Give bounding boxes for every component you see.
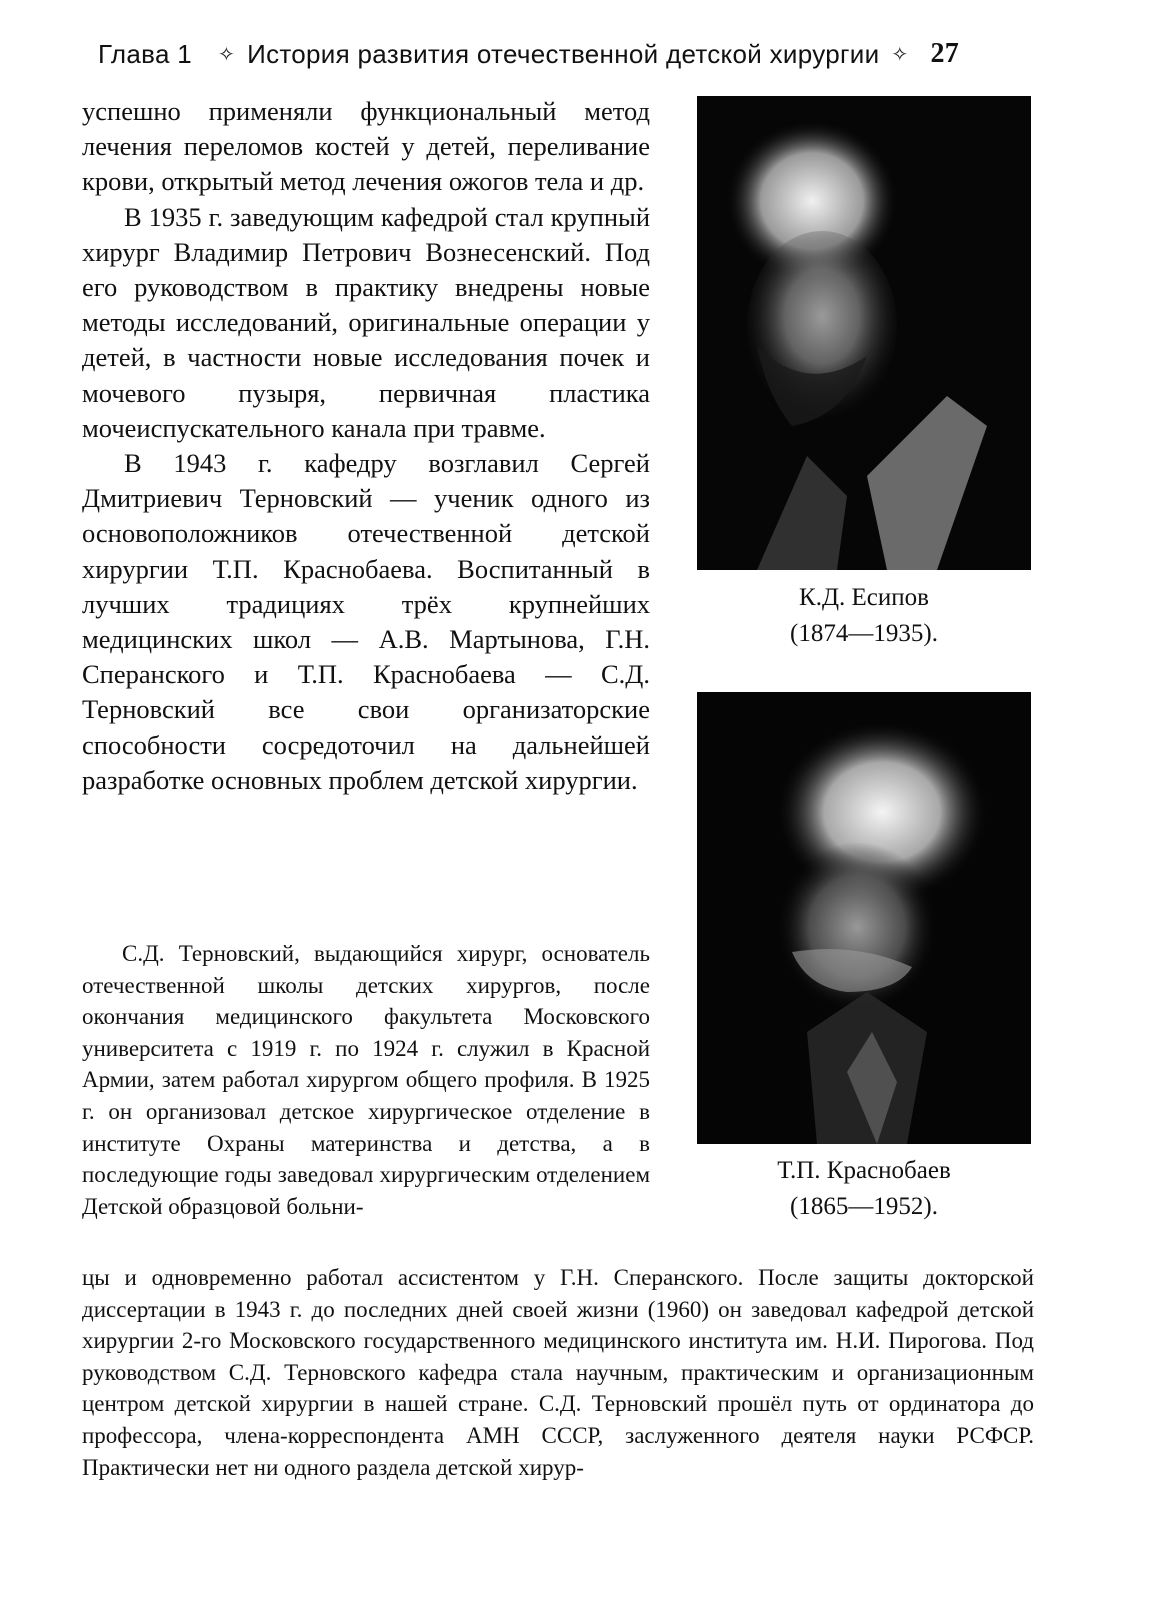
chapter-title: История развития отечественной детской хирургии — [247, 38, 880, 69]
caption-krasnobaev — [697, 1153, 1031, 1225]
biography-column — [82, 938, 650, 1222]
main-text-column — [82, 94, 650, 798]
paragraph-biography-start: С.Д. Терновский, выдающийся хирург, основатель отечественной школы детских хирургов, после окончания медицинского факультета Московского университета с 1919 г. по 1924 г. служил в Красной Армии, затем работал хирургом общего профиля. В 1925 г. он организовал детское хирургическое отделение в институте Охраны материнства и детства, а в последующие годы заведовал хирургическим отделением Детской образцовой больни- — [82, 941, 650, 1219]
paragraph-ternovsky: В 1943 г. кафедру возглавил Сергей Дмитриевич Терновский — ученик одного из основоположников отечественной детской хирургии Т.П. Краснобаева. Воспитанный в лучших традициях трёх крупнейших медицинских школ — А.В. Мартынова, Г.Н. Сперанского и Т.П. Краснобаева — С.Д. Терновский все свои организаторские способности сосредоточил на дальнейшей разработке основных проблем детской хирургии. — [82, 448, 650, 795]
page-number: 27 — [930, 38, 960, 69]
caption-name: Т.П. Краснобаев — [777, 1157, 951, 1184]
caption-name: К.Д. Есипов — [799, 584, 929, 611]
portrait-esipov-image — [697, 96, 1031, 570]
caption-years: (1865—1952). — [790, 1193, 938, 1220]
diamond-separator-icon: ✧ — [218, 43, 236, 66]
paragraph-voznesensky: В 1935 г. заведующим кафедрой стал крупный хирург Владимир Петрович Вознесенский. Под его руководством в практику внедрены новые методы исследований, оригинальные операции у детей, в частности новые исследования почек и мочевого пузыря, первичная пластика мочеиспускательного канала при травме. — [82, 201, 650, 443]
portrait-krasnobaev-image — [697, 692, 1031, 1144]
caption-years: (1874—1935). — [790, 620, 938, 647]
portrait-krasnobaev — [697, 692, 1031, 1144]
chapter-label: Глава 1 — [98, 38, 193, 69]
caption-esipov — [697, 580, 1031, 652]
paragraph-continuation: успешно применяли функциональный метод лечения переломов костей у детей, переливание крови, открытый метод лечения ожогов тела и др. — [82, 96, 650, 197]
biography-full-width — [82, 1262, 1034, 1483]
portrait-esipov — [697, 96, 1031, 570]
running-header — [98, 36, 1046, 72]
diamond-separator-icon: ✧ — [891, 43, 909, 66]
paragraph-biography-end: цы и одновременно работал ассистентом у Г.Н. Сперанского. После защиты докторской диссертации в 1943 г. до последних дней своей жизни (1960) он заведовал кафедрой детской хирургии 2-го Московского государственного медицинского института им. Н.И. Пирогова. Под руководством С.Д. Терновского кафедра стала научным, практическим и организационным центром детской хирургии в нашей стране. С.Д. Терновский прошёл путь от ординатора до профессора, члена-корреспондента АМН СССР, заслуженного деятеля науки РСФСР. Практически нет ни одного раздела детской хирур- — [82, 1265, 1034, 1480]
